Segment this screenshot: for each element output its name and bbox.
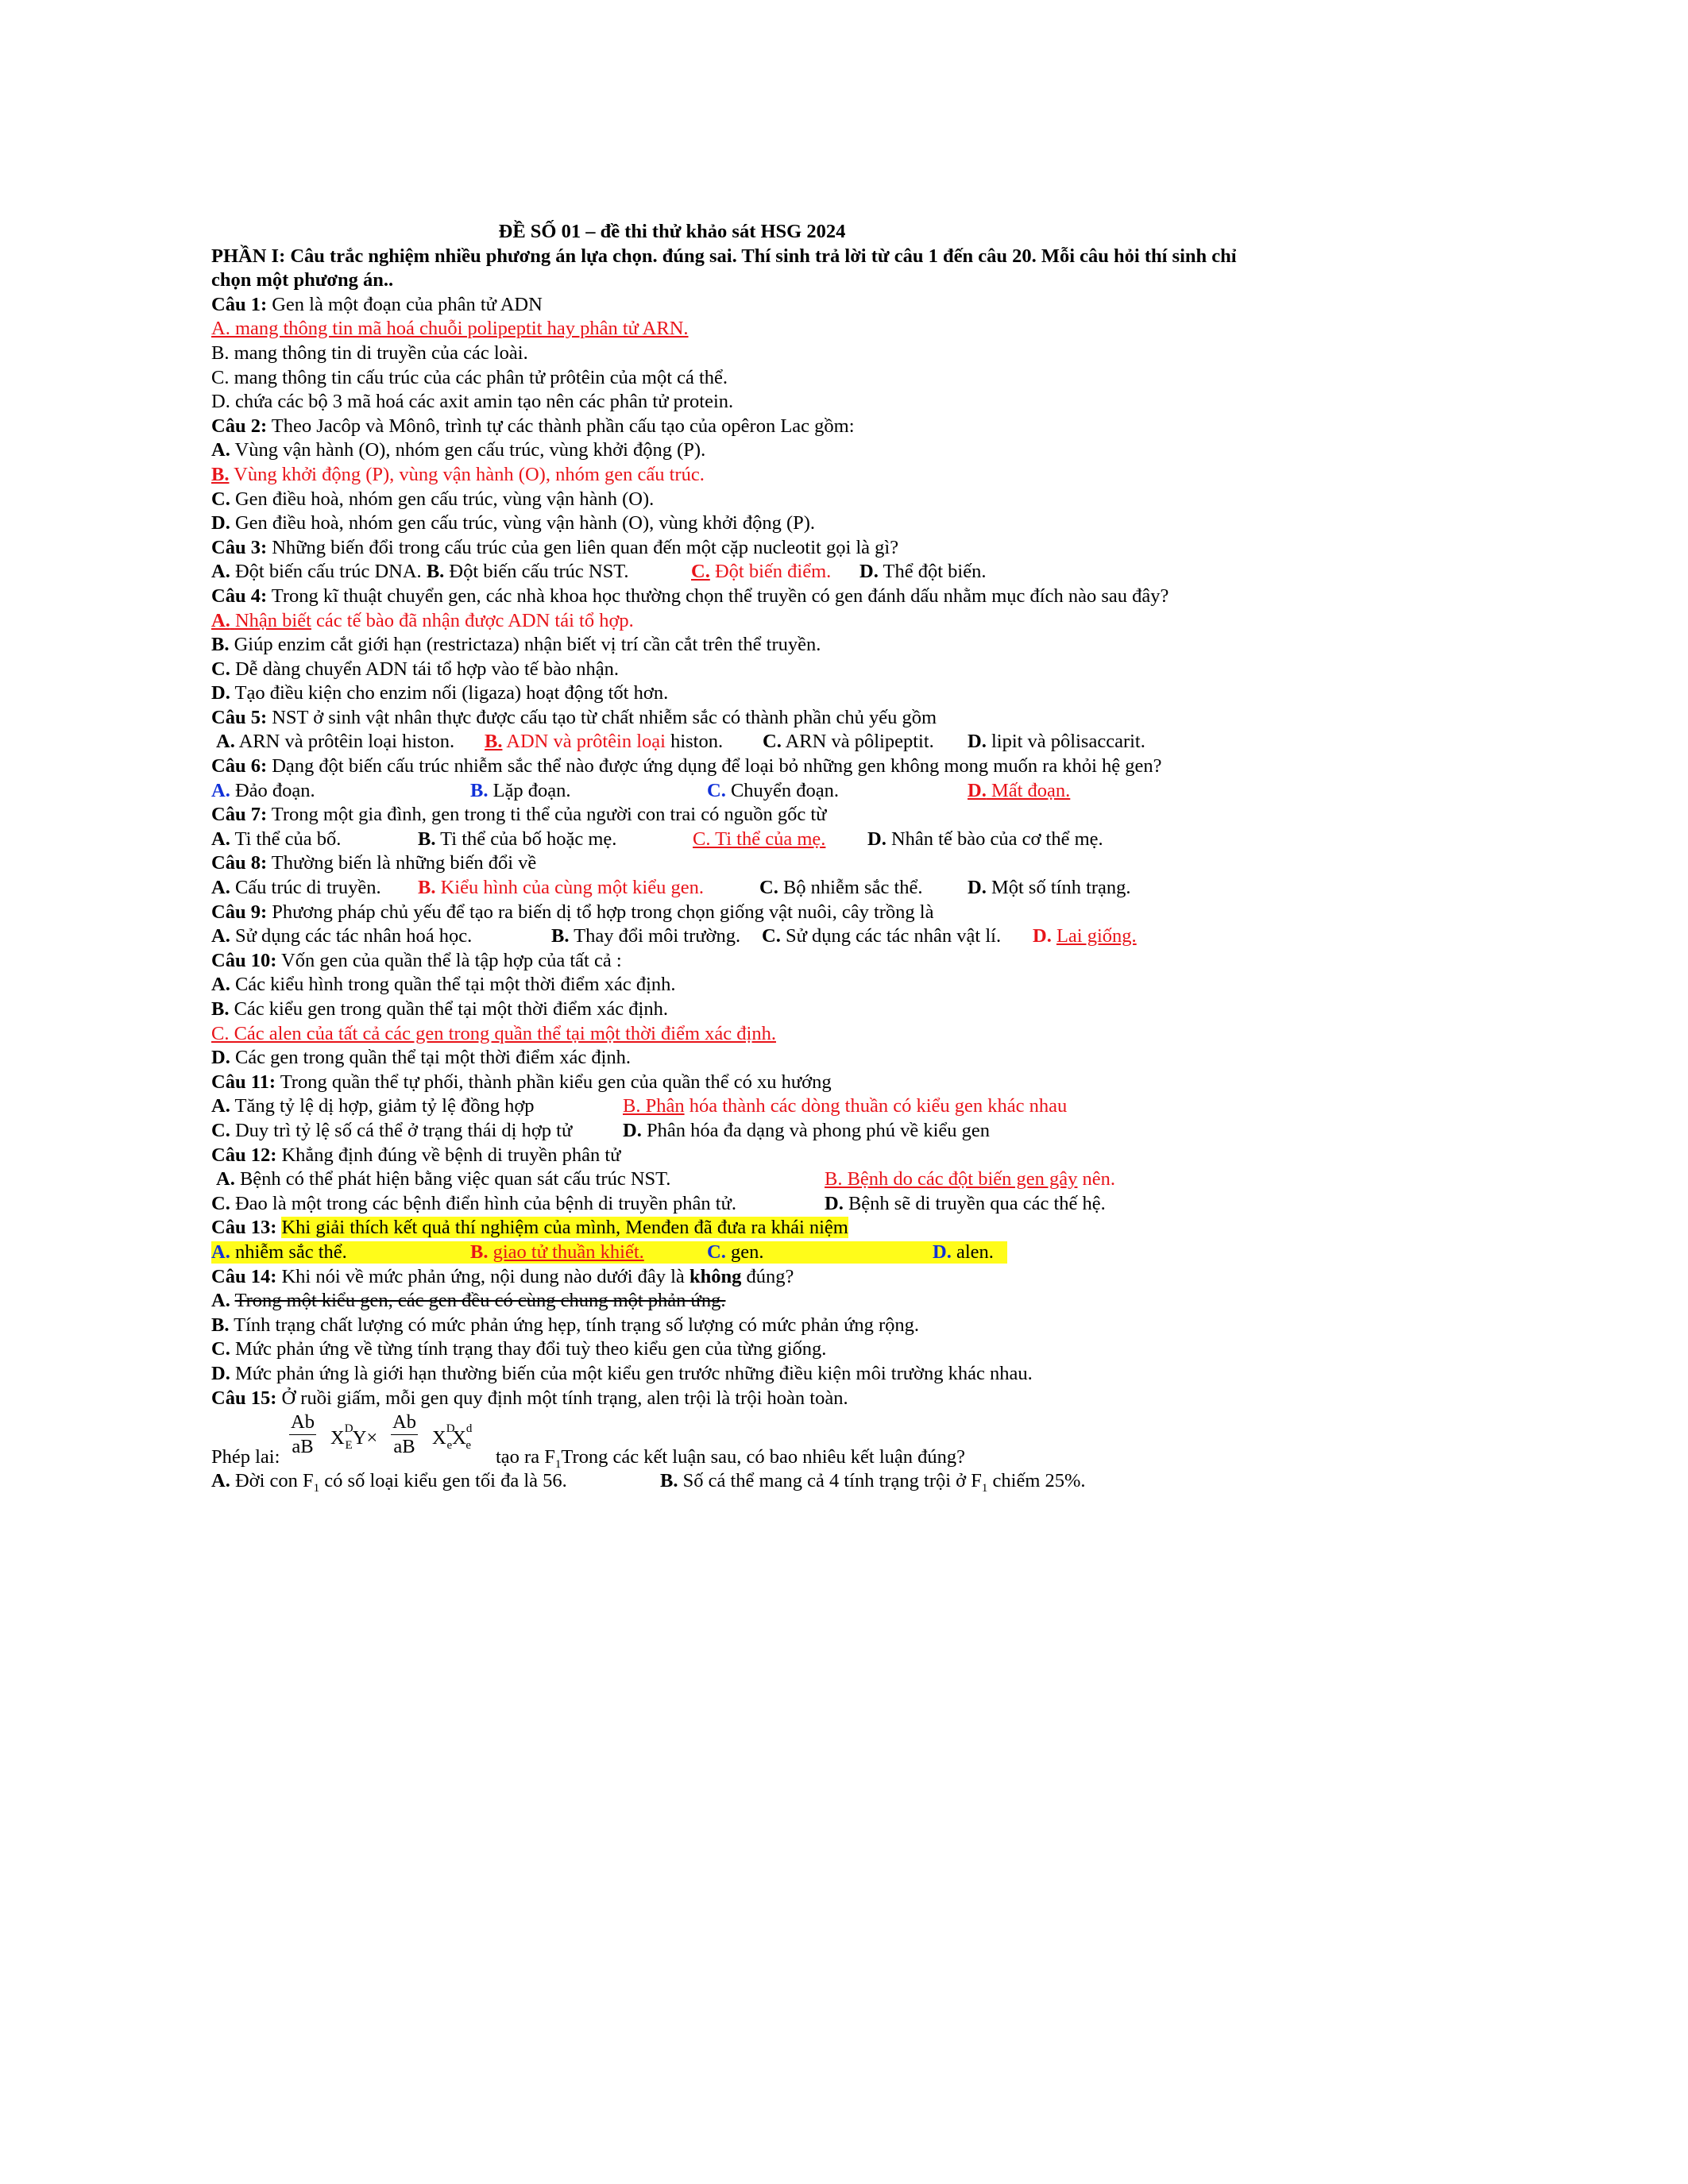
question-stem: Trong kĩ thuật chuyển gen, các nhà khoa học thường chọn thể truyền có gen đánh dấu nhằm mục đích nào sau đây? bbox=[271, 585, 1169, 607]
answer-text: Vùng khởi động (P), vùng vận hành (O), nhóm gen cấu trúc. bbox=[234, 463, 705, 485]
answers-row bbox=[211, 876, 1260, 901]
question-stem: Vốn gen của quần thể là tập hợp của tất cả : bbox=[281, 949, 622, 971]
answer-b: B. mang thông tin di truyền của các loài. bbox=[211, 341, 528, 364]
answer-d: D. Thể đột biến. bbox=[859, 561, 987, 583]
answers-row bbox=[211, 1241, 1260, 1265]
question-label: Câu 10: bbox=[211, 949, 277, 971]
question-stem: Gen là một đoạn của phân tử ADN bbox=[272, 293, 543, 315]
answer-c: C. Đao là một trong các bệnh điển hình của bệnh di truyền phân tử. bbox=[211, 1192, 736, 1214]
sex-chromosomes-male: $X^D_eX^d_e$ bbox=[432, 1422, 473, 1453]
answer-d bbox=[211, 511, 1260, 536]
answer-b: B. Thay đổi môi trường. bbox=[551, 925, 741, 947]
question-label: Câu 15: bbox=[211, 1387, 277, 1409]
question-stem: Thường biến là những biến đổi về bbox=[271, 852, 537, 874]
answer-c: C. gen. bbox=[707, 1241, 764, 1263]
answer-a: A. Tăng tỷ lệ dị hợp, giảm tỷ lệ đồng hợp bbox=[211, 1095, 535, 1117]
answer-d: D. Nhân tế bào của cơ thể mẹ. bbox=[867, 828, 1103, 850]
answer-b-correct: B. Kiểu hình của cùng một kiểu gen. bbox=[418, 877, 704, 899]
genotype-fraction: $\frac{Ab}{aB}$ bbox=[392, 1411, 416, 1458]
answer-c: C. Mức phản ứng về từng tính trạng thay đổi tuỳ theo kiểu gen của từng giống. bbox=[211, 1338, 827, 1360]
exam-title: ĐỀ SỐ 01 – đề thi thử khảo sát HSG 2024 bbox=[498, 221, 846, 242]
question-6 bbox=[211, 754, 1260, 779]
answer-key: C. bbox=[211, 488, 230, 510]
answer-a: A. Bệnh có thể phát hiện bằng việc quan sát cấu trúc NST. bbox=[216, 1168, 671, 1190]
question-stem: Khi giải thích kết quả thí nghiệm của mình, Menđen đã đưa ra khái niệm bbox=[281, 1217, 848, 1239]
question-stem: NST ở sinh vật nhân thực được cấu tạo từ chất nhiễm sắc có thành phần chủ yếu gồm bbox=[272, 706, 937, 728]
question-2 bbox=[211, 415, 1260, 439]
answer-d: D. Các gen trong quần thể tại một thời điểm xác định. bbox=[211, 1047, 632, 1069]
answer-a: A. Đời con $F_1$ có số loại kiểu gen tối đa là 56. bbox=[211, 1470, 567, 1495]
answer-d: D. Một số tính trạng. bbox=[968, 877, 1131, 899]
question-label: Câu 8: bbox=[211, 852, 268, 874]
answer-a: A. Sử dụng các tác nhân hoá học. bbox=[211, 925, 473, 947]
answers-row bbox=[211, 1119, 1260, 1144]
question-label: Câu 3: bbox=[211, 536, 268, 558]
question-12 bbox=[211, 1144, 1260, 1168]
genotype-fraction: $\frac{Ab}{aB}$ bbox=[291, 1411, 315, 1458]
answers-row bbox=[211, 828, 1260, 852]
answer-text: Gen điều hoà, nhóm gen cấu trúc, vùng vận hành (O). bbox=[234, 488, 655, 510]
question-15 bbox=[211, 1387, 1260, 1411]
answer-a: A. nhiễm sắc thể. bbox=[211, 1241, 347, 1263]
question-label: Câu 9: bbox=[211, 901, 268, 923]
answer-c-correct: C. Đột biến điểm. bbox=[691, 561, 832, 583]
answers-row bbox=[211, 1469, 1260, 1494]
question-4 bbox=[211, 585, 1260, 609]
answer-c: C. Chuyển đoạn. bbox=[707, 779, 840, 801]
question-13 bbox=[211, 1216, 1260, 1241]
question-stem: Trong một gia đình, gen trong ti thể của người con trai có nguồn gốc từ bbox=[271, 804, 827, 826]
answer-d-correct: D. Mất đoạn. bbox=[968, 779, 1071, 801]
answer-d: D. alen. bbox=[933, 1241, 994, 1263]
question-7 bbox=[211, 803, 1260, 828]
exam-content bbox=[211, 220, 1260, 1494]
question-label: Câu 4: bbox=[211, 585, 268, 607]
answer-b: B. Số cá thể mang cả 4 tính trạng trội ở $F_1$ chiếm 25%. bbox=[660, 1470, 1086, 1495]
answer-a: A. Ti thể của bố. bbox=[211, 828, 342, 850]
answer-c: C. ARN và pôlipeptit. bbox=[763, 731, 934, 753]
answers-row bbox=[211, 779, 1260, 804]
answer-a: A. ARN và prôtêin loại histon. bbox=[216, 731, 455, 753]
sex-chromosomes-female: $X^D_EY\times$ bbox=[330, 1422, 378, 1453]
cross-tail: tạo ra $F_1Trong$ các kết luận sau, có bao nhiêu kết luận đúng? bbox=[496, 1446, 966, 1471]
answers-row bbox=[211, 1192, 1260, 1217]
answer-d: D. Phân hóa đa dạng và phong phú về kiểu gen bbox=[623, 1119, 991, 1141]
answer-a-correct: A. Trong một kiểu gen, các gen đều có cùng chung một phản ứng. bbox=[211, 1290, 726, 1312]
answer-b-correct bbox=[211, 463, 1260, 488]
answer-key: B. bbox=[211, 463, 230, 485]
question-9 bbox=[211, 901, 1260, 925]
question-stem: Những biến đổi trong cấu trúc của gen liên quan đến một cặp nucleotit gọi là gì? bbox=[272, 536, 899, 558]
answer-b: B. Lặp đoạn. bbox=[470, 779, 571, 801]
answer-c: C. Duy trì tỷ lệ số cá thể ở trạng thái dị hợp tử bbox=[211, 1119, 573, 1141]
answer-b: B. Các kiểu gen trong quần thể tại một thời điểm xác định. bbox=[211, 998, 668, 1020]
question-label: Câu 13: bbox=[211, 1217, 277, 1239]
answer-b-correct: B. giao tử thuần khiết. bbox=[470, 1241, 644, 1263]
answer-text: Gen điều hoà, nhóm gen cấu trúc, vùng vận hành (O), vùng khởi động (P). bbox=[234, 512, 816, 534]
answer-a: A. Đảo đoạn. bbox=[211, 779, 315, 801]
answers-row bbox=[211, 1094, 1260, 1119]
question-label: Câu 7: bbox=[211, 804, 268, 826]
answer-b-correct: B. Phân hóa thành các dòng thuần có kiểu gen khác nhau bbox=[623, 1095, 1068, 1117]
answer-a-correct: A. Nhận biết các tế bào đã nhận được ADN tái tổ hợp. bbox=[211, 609, 634, 631]
question-10 bbox=[211, 949, 1260, 974]
answer-d: D. Mức phản ứng là giới hạn thường biến của một kiểu gen trước những điều kiện môi trường khác nhau. bbox=[211, 1362, 1033, 1384]
answer-a bbox=[211, 438, 1260, 463]
answer-c: C. mang thông tin cấu trúc của các phân tử prôtêin của một cá thể. bbox=[211, 366, 728, 388]
answer-c-correct: C. Ti thể của mẹ. bbox=[693, 828, 826, 850]
question-label: Câu 12: bbox=[211, 1144, 277, 1166]
cross-label: Phép lai: bbox=[211, 1446, 280, 1468]
question-stem: Theo Jacôp và Mônô, trình tự các thành phần cấu tạo của opêron Lac gồm: bbox=[271, 415, 855, 437]
question-label: Câu 1: bbox=[211, 293, 268, 315]
answer-c: C. Bộ nhiễm sắc thể. bbox=[759, 877, 923, 899]
answer-key: A. bbox=[211, 439, 230, 461]
answer-d-correct: D. Lai giống. bbox=[1033, 925, 1137, 947]
answer-b-correct: B. ADN và prôtêin loại histon. bbox=[485, 731, 724, 753]
answer-d: D. lipit và pôlisaccarit. bbox=[968, 731, 1145, 753]
question-label: Câu 14: bbox=[211, 1265, 277, 1287]
question-label: Câu 11: bbox=[211, 1071, 276, 1093]
question-stem: Trong quần thể tự phối, thành phần kiểu gen của quần thể có xu hướng bbox=[280, 1071, 832, 1093]
question-stem: Dạng đột biến cấu trúc nhiễm sắc thể nào được ứng dụng để loại bỏ những gen không mong muốn ra khỏi hệ gen? bbox=[272, 755, 1162, 778]
answer-b: B. Tính trạng chất lượng có mức phản ứng hẹp, tính trạng số lượng có mức phản ứng rộng. bbox=[211, 1314, 920, 1336]
answer-c: C. Dễ dàng chuyển ADN tái tổ hợp vào tế bào nhận. bbox=[211, 658, 620, 680]
answer-key: D. bbox=[211, 512, 230, 534]
answers-row bbox=[211, 560, 1260, 585]
answer-a-correct: A. mang thông tin mã hoá chuỗi polipeptit hay phân tử ARN. bbox=[211, 318, 689, 340]
question-1 bbox=[211, 293, 1260, 318]
question-5 bbox=[211, 706, 1260, 731]
answer-c bbox=[211, 488, 1260, 512]
section-intro: PHẦN I: Câu trắc nghiệm nhiều phương án lựa chọn. đúng sai. Thí sinh trả lời từ câu 1 đến câu 20. Mỗi câu hỏi thí sinh chỉ chọn một phương án.. bbox=[211, 245, 1237, 291]
question-label: Câu 2: bbox=[211, 415, 268, 437]
question-stem: Ở ruồi giấm, mỗi gen quy định một tính trạng, alen trội là trội hoàn toàn. bbox=[281, 1387, 848, 1409]
question-14: Câu 14: Khi nói về mức phản ứng, nội dung nào dưới đây là không đúng? bbox=[211, 1265, 794, 1287]
genetic-cross-formula bbox=[211, 1410, 1260, 1474]
question-3 bbox=[211, 536, 1260, 561]
answer-c: C. Sử dụng các tác nhân vật lí. bbox=[762, 925, 1002, 947]
answer-b: B. Ti thể của bố hoặc mẹ. bbox=[418, 828, 617, 850]
answer-d: D. Bệnh sẽ di truyền qua các thế hệ. bbox=[825, 1192, 1106, 1214]
answer-text: Vùng vận hành (O), nhóm gen cấu trúc, vùng khởi động (P). bbox=[234, 439, 706, 461]
answer-b-correct: B. Bệnh do các đột biến gen gây nên. bbox=[825, 1168, 1116, 1190]
answers-row bbox=[211, 924, 1260, 949]
answers-row bbox=[211, 1167, 1260, 1192]
question-stem: Phương pháp chủ yếu để tạo ra biến dị tổ hợp trong chọn giống vật nuôi, cây trồng là bbox=[272, 901, 934, 923]
answer-a: A. Các kiểu hình trong quần thể tại một thời điểm xác định. bbox=[211, 974, 676, 996]
answers-row bbox=[211, 730, 1260, 754]
answer-d: D. Tạo điều kiện cho enzim nối (ligaza) hoạt động tốt hơn. bbox=[211, 682, 669, 704]
question-stem: Khẳng định đúng về bệnh di truyền phân tử bbox=[281, 1144, 621, 1166]
question-8 bbox=[211, 851, 1260, 876]
answer-a: A. Đột biến cấu trúc DNA. B. Đột biến cấu trúc NST. bbox=[211, 561, 629, 583]
answer-c-correct: C. Các alen của tất cả các gen trong quần thể tại một thời điểm xác định. bbox=[211, 1022, 776, 1044]
question-label: Câu 6: bbox=[211, 755, 268, 778]
answer-a: A. Cấu trúc di truyền. bbox=[211, 877, 381, 899]
answer-d: D. chứa các bộ 3 mã hoá các axit amin tạo nên các phân tử protein. bbox=[211, 391, 734, 413]
question-label: Câu 5: bbox=[211, 706, 268, 728]
question-11 bbox=[211, 1071, 1260, 1095]
answer-b: B. Giúp enzim cắt giới hạn (restrictaza) nhận biết vị trí cần cắt trên thể truyền. bbox=[211, 634, 821, 656]
